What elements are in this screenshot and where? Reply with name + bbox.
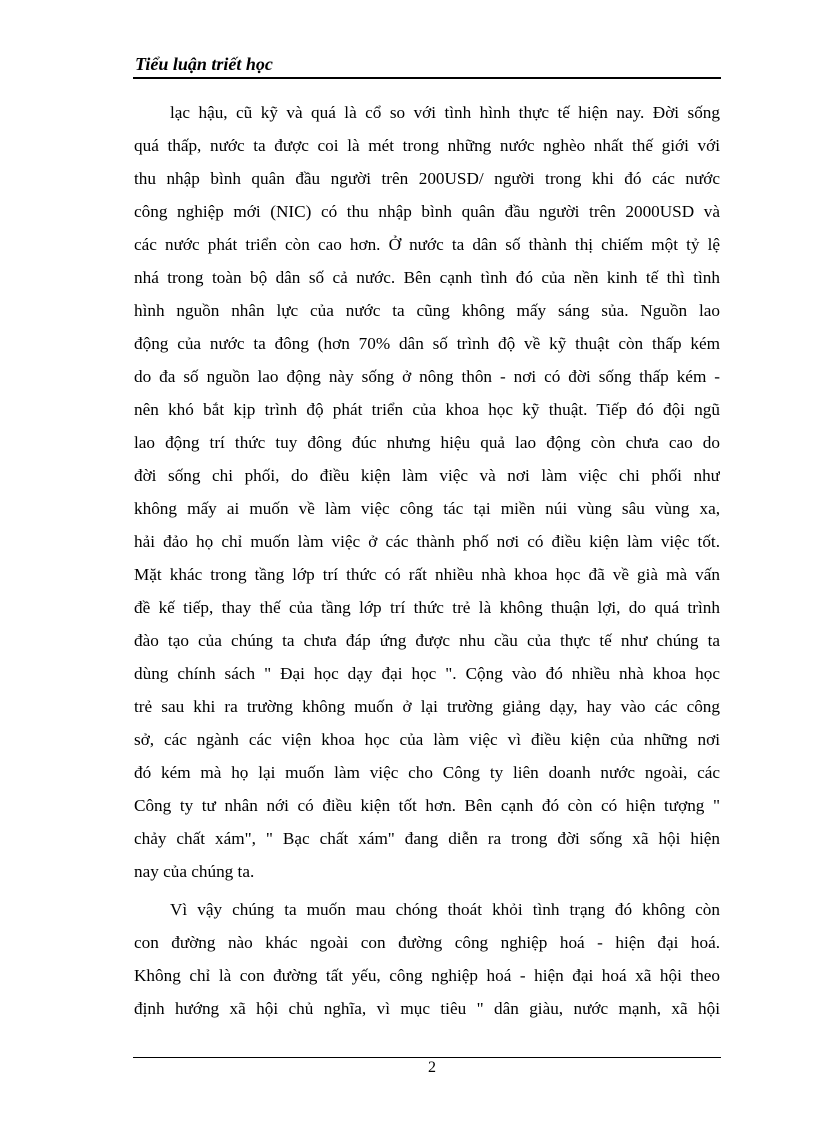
text-line: nay của chúng ta. bbox=[134, 862, 255, 881]
text-line: động của nước ta đông (hơn 70% dân số trình độ về kỹ thuật còn thấp kém bbox=[134, 334, 720, 353]
text-line: do đa số nguồn lao động này sống ở nông thôn - nơi có đời sống thấp kém - bbox=[134, 367, 720, 386]
text-line: quá thấp, nước ta được coi là mét trong những nước nghèo nhất thế giới với bbox=[134, 136, 720, 155]
text-line: đào tạo của chúng ta chưa đáp ứng được nhu cầu của thực tế như chúng ta bbox=[134, 631, 720, 650]
footer-divider bbox=[133, 1057, 721, 1058]
text-line: con đường nào khác ngoài con đường công nghiệp hoá - hiện đại hoá. bbox=[134, 933, 720, 952]
text-line: đời sống chi phối, do điều kiện làm việc và nơi làm việc chi phối như bbox=[134, 466, 720, 485]
text-line: công nghiệp mới (NIC) có thu nhập bình quân đầu người trên 2000USD và bbox=[134, 202, 720, 221]
text-line: định hướng xã hội chủ nghĩa, vì mục tiêu " dân giàu, nước mạnh, xã hội bbox=[134, 999, 720, 1018]
text-line: nhá trong toàn bộ dân số cả nước. Bên cạnh tình đó của nền kinh tế thì tình bbox=[134, 268, 720, 287]
text-line: hình nguồn nhân lực của nước ta cũng không mấy sáng sủa. Nguồn lao bbox=[134, 301, 720, 320]
page-number: 2 bbox=[428, 1059, 436, 1076]
text-line: Vì vậy chúng ta muốn mau chóng thoát khỏi tình trạng đó không còn bbox=[170, 900, 720, 919]
text-line: Công ty tư nhân nới có điều kiện tốt hơn. Bên cạnh đó còn có hiện tượng " bbox=[134, 796, 720, 815]
text-line: lao động trí thức tuy đông đúc nhưng hiệu quả lao động còn chưa cao do bbox=[134, 433, 720, 452]
text-line: đó kém mà họ lại muốn làm việc cho Công ty liên doanh nước ngoài, các bbox=[134, 763, 720, 782]
text-line: không mấy ai muốn về làm việc công tác tại miền núi vùng sâu vùng xa, bbox=[134, 499, 720, 518]
text-line: sở, các ngành các viện khoa học của làm việc vì điều kiện của những nơi bbox=[134, 730, 720, 749]
text-line: thu nhập bình quân đầu người trên 200USD/ người trong khi đó các nước bbox=[134, 169, 720, 188]
text-line: Mặt khác trong tầng lớp trí thức có rất nhiều nhà khoa học đã về già mà vấn bbox=[134, 565, 720, 584]
text-line: trẻ sau khi ra trường không muốn ở lại trường giảng dạy, hay vào các công bbox=[134, 697, 720, 716]
text-line: dùng chính sách " Đại học dạy đại học ". Cộng vào đó nhiều nhà khoa học bbox=[134, 664, 720, 683]
text-line: nên khó bắt kịp trình độ phát triển của khoa học kỹ thuật. Tiếp đó đội ngũ bbox=[134, 400, 720, 419]
text-line: hải đảo họ chỉ muốn làm việc ở các thành phố nơi có điều kiện làm việc tốt. bbox=[134, 532, 720, 551]
text-line: Không chỉ là con đường tất yếu, công nghiệp hoá - hiện đại hoá xã hội theo bbox=[134, 966, 720, 985]
text-line: lạc hậu, cũ kỹ và quá là cổ so với tình hình thực tế hiện nay. Đời sống bbox=[170, 103, 720, 122]
header-divider bbox=[133, 77, 721, 79]
text-line: đề kế tiếp, thay thế của tầng lớp trí thức trẻ là không thuận lợi, do quá trình bbox=[134, 598, 720, 617]
text-line: các nước phát triển còn cao hơn. Ở nước ta dân số thành thị chiếm một tỷ lệ bbox=[134, 235, 720, 254]
running-header-title: Tiểu luận triết học bbox=[135, 54, 273, 74]
text-line: chảy chất xám", " Bạc chất xám" đang diễn ra trong đời sống xã hội hiện bbox=[134, 829, 720, 848]
